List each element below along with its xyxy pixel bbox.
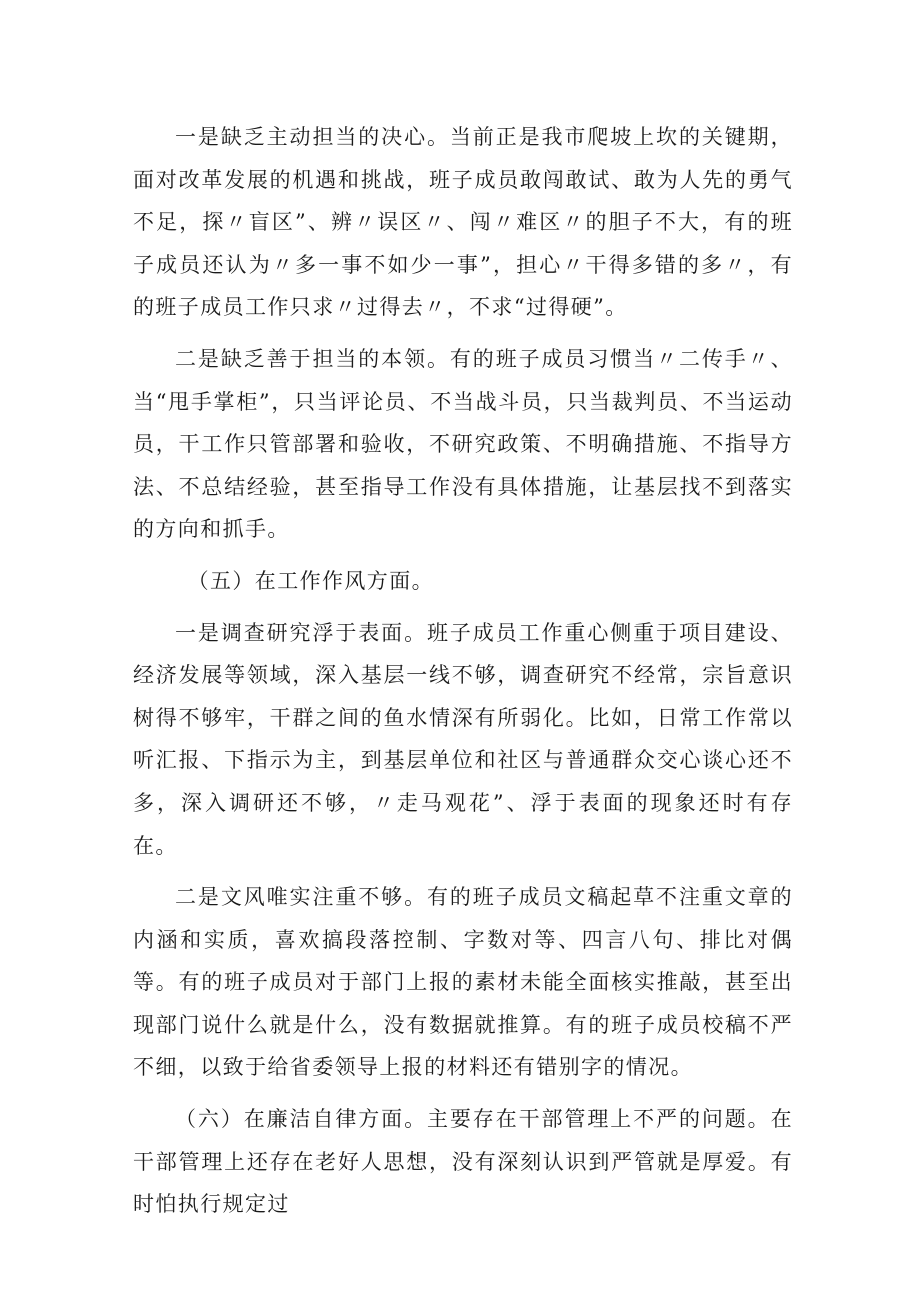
text-line: 群之间的鱼水情深有所弱化。比如，日常工作常以听汇报、下指示为主，到 — [133, 705, 793, 773]
section-heading-work-style — [133, 560, 793, 603]
text-line: 理上还存在老好人思想，没有深刻认识到严管就是厚爱。有时怕执行规定过 — [133, 1149, 794, 1217]
text-line: “过得硬”。 — [513, 295, 628, 320]
paragraph-integrity-section — [133, 1098, 793, 1226]
text-line: 手掌柜”，只当评论员、不当战斗员，只当裁判员、不当运动员，干工作只 — [133, 389, 793, 457]
document-body — [133, 116, 793, 1235]
paragraph-lack-ability — [133, 338, 793, 551]
text-line: 还有错别字的情况。 — [491, 1055, 694, 1080]
text-line: 一事”，担心〃干得多错的多〃，有的班子成员工作只求〃过得去〃，不求 — [133, 252, 793, 320]
text-line: 一是缺乏主动担当的决心。当前正是我市爬坡上坎的关键期，面对改 — [133, 125, 793, 192]
paragraph-lack-determination — [133, 116, 793, 329]
text-line: 管部署和验收，不研究政策、不明确措施、不指导方法、不总结经验，甚至 — [133, 432, 794, 499]
text-line: 花”、浮于表面的现象还时有存在。 — [133, 790, 793, 858]
paragraph-research-superficial — [133, 612, 793, 868]
text-line: 辨〃误区〃、闯〃难区〃的胆子不大，有的班子成员还认为〃多一事不如少 — [133, 210, 793, 277]
text-line: 二是缺乏善于担当的本领。有的班子成员习惯当〃二传手〃、当“甩 — [133, 346, 793, 414]
text-line: 二是文风唯实注重不够。有的班子成员文稿起草不注重文章的内涵和 — [133, 885, 793, 952]
text-line: 革发展的机遇和挑战，班子成员敢闯敢试、敢为人先的勇气不足，探〃盲区”、 — [133, 167, 794, 235]
text-line: （六）在廉洁自律方面。主要存在干部管理上不严的问题。在干部管 — [133, 1107, 793, 1174]
paragraph-writing-style — [133, 876, 793, 1089]
text-line: 基层单位和社区与普通群众交心谈心还不多，深入调研还不够，〃走马观 — [133, 748, 793, 815]
text-line: 实质，喜欢搞段落控制、字数对等、四言八句、排比对偶等。有的班子成员 — [133, 927, 794, 995]
text-line: 展等领域，深入基层一线不够，调查研究不经常，宗旨意识树得不够牢，干 — [133, 663, 794, 730]
text-line: （五）在工作作风方面。 — [187, 568, 434, 593]
text-line: 对于部门上报的素材未能全面核实推敲，甚至出现部门说什么就是什么，没 — [133, 970, 793, 1037]
text-line: 一是调查研究浮于表面。班子成员工作重心侧重于项目建设、经济发 — [133, 620, 793, 688]
text-line: 有数据就推算。有的班子成员校稿不严不细，以致于给省委领导上报的材料 — [133, 1012, 793, 1080]
text-line: 指导工作没有具体措施，让基层找不到落实的方向和抓手。 — [133, 474, 793, 542]
